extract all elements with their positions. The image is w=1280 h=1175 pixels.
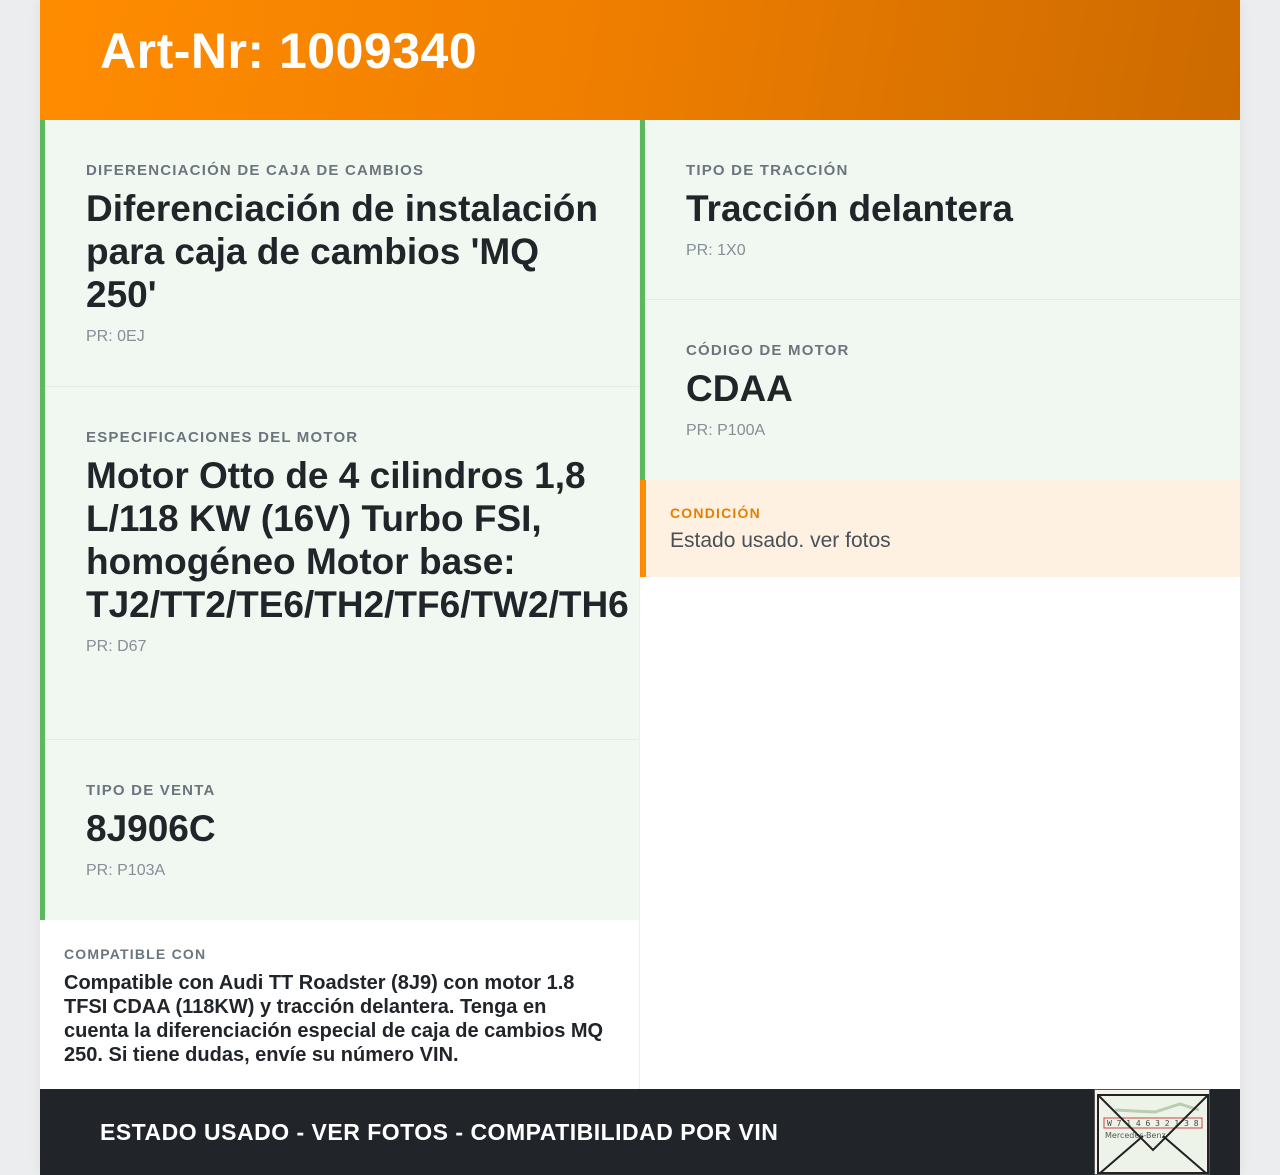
condition-label: CONDICIÓN xyxy=(670,505,761,521)
spec-value: Motor Otto de 4 cilindros 1,8 L/118 KW (16V) Turbo FSI, homogéneo Motor base: TJ2/TT2/TE6/TH2/TF6/TW2/TH6 xyxy=(86,455,629,625)
spec-value: Diferenciación de instalación para caja de cambios 'MQ 250' xyxy=(86,188,598,315)
footer-note: ESTADO USADO - VER FOTOS - COMPATIBILIDAD POR VIN xyxy=(100,1119,779,1145)
spec-code: PR: P100A xyxy=(686,422,766,439)
spec-card-sale-type xyxy=(40,740,640,920)
spec-value: CDAA xyxy=(686,368,793,409)
thumbnail-label: W 7 1 4 6 3 2 1 3 8 xyxy=(1107,1119,1199,1128)
spec-label: ESPECIFICACIONES DEL MOTOR xyxy=(86,429,359,446)
spec-card-engine xyxy=(40,387,640,740)
compatibility-label: COMPATIBLE CON xyxy=(64,946,207,962)
photo-thumbnail xyxy=(1095,1090,1210,1175)
spec-code: PR: P103A xyxy=(86,862,166,879)
spec-label: TIPO DE VENTA xyxy=(86,782,216,799)
condition-text: Estado usado. ver fotos xyxy=(670,529,891,552)
spec-code: PR: 0EJ xyxy=(86,328,145,345)
spec-label: CÓDIGO DE MOTOR xyxy=(686,342,850,359)
product-sheet xyxy=(40,0,1240,1175)
condition-box xyxy=(640,480,1240,577)
spec-card-drive xyxy=(640,120,1240,300)
spec-card-gearbox xyxy=(40,120,640,387)
spec-value: 8J906C xyxy=(86,808,216,849)
thumbnail-brand: Mercedes-Benz xyxy=(1105,1131,1166,1140)
spec-label: TIPO DE TRACCIÓN xyxy=(686,162,849,179)
envelope-photo-icon[interactable] xyxy=(1094,1089,1210,1175)
spec-card-engine-code xyxy=(640,300,1240,480)
compatibility-section xyxy=(40,920,640,1089)
page-title: Art-Nr: 1009340 xyxy=(100,23,478,79)
spec-label: DIFERENCIACIÓN DE CAJA DE CAMBIOS xyxy=(86,162,425,179)
spec-value: Tracción delantera xyxy=(686,188,1013,229)
header-bar xyxy=(40,0,1240,120)
spec-code: PR: D67 xyxy=(86,638,147,655)
compatibility-text: Compatible con Audi TT Roadster (8J9) con motor 1.8 TFSI CDAA (118KW) y tracción delantera. Tenga en cuenta la diferenciación especial de caja de cambios MQ 250. Si tiene dudas, envíe su número VIN. xyxy=(64,972,604,1066)
spec-code: PR: 1X0 xyxy=(686,242,746,259)
footer-bar xyxy=(40,1089,1240,1175)
